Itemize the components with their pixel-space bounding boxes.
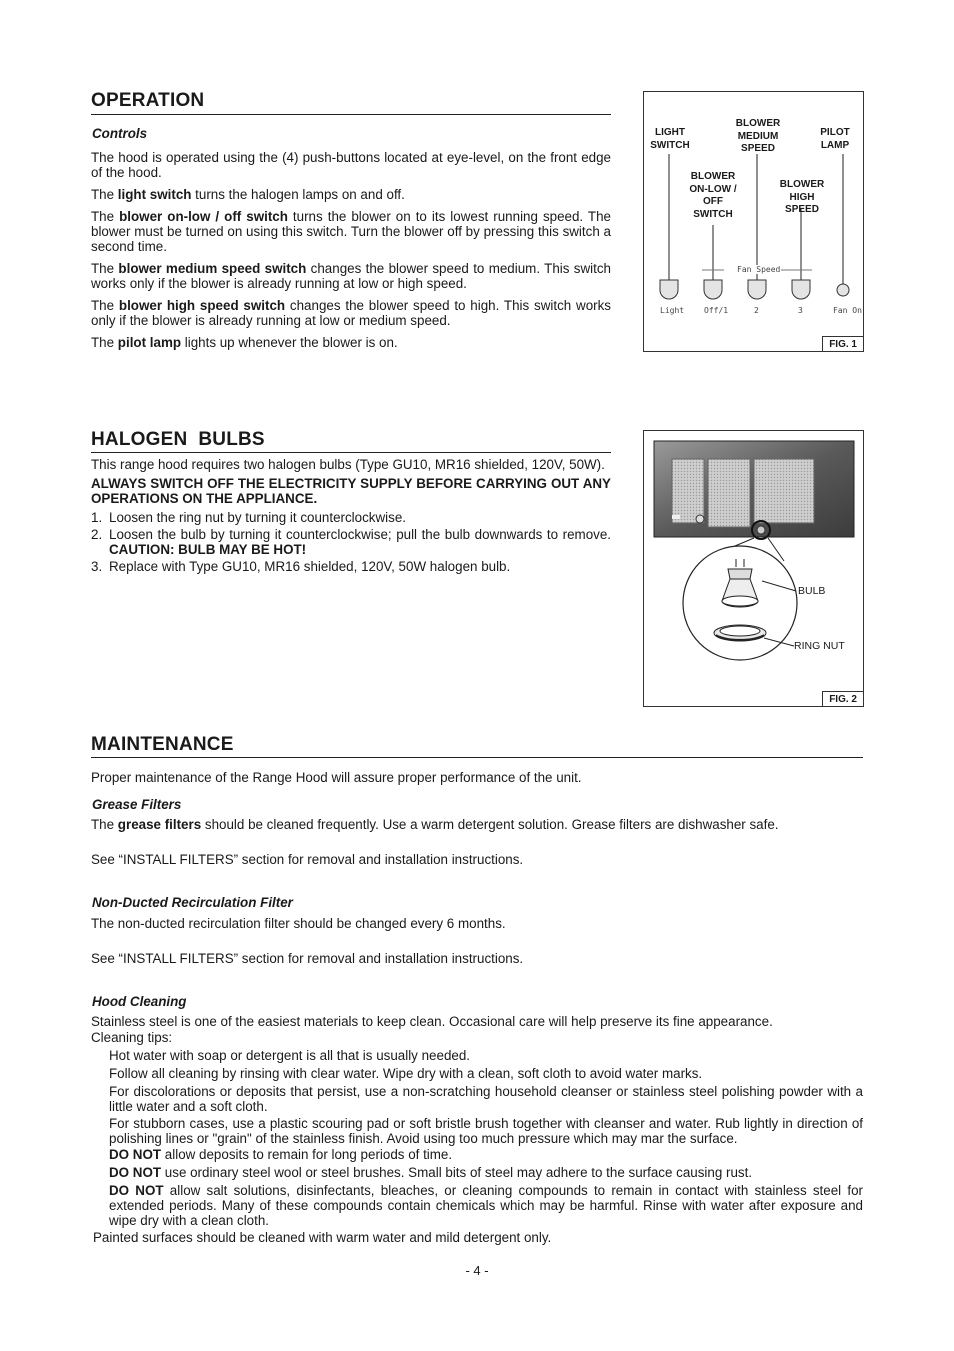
operation-p2: The light switch turns the halogen lamps on and off. bbox=[91, 187, 405, 202]
halogen-body bbox=[91, 457, 611, 574]
fig1-callout-blower-high: BLOWER HIGH SPEED bbox=[779, 179, 825, 215]
controls-heading: Controls bbox=[92, 126, 148, 141]
fig1-callout-pilot-lamp: PILOT LAMP bbox=[820, 127, 850, 151]
fig2-filter-3 bbox=[754, 459, 814, 523]
maintenance-rule bbox=[91, 757, 863, 758]
fig2-label: FIG. 2 bbox=[822, 691, 863, 706]
halogen-step-3: 3. Replace with Type GU10, MR16 shielded, 120V, 50W halogen bulb. bbox=[91, 559, 511, 574]
tip-6: DO NOT use ordinary steel wool or steel brushes. Small bits of steel may adhere to the surface causing rust. bbox=[109, 1165, 753, 1180]
fig1-label: FIG. 1 bbox=[822, 336, 863, 351]
operation-p5: The blower high speed switch changes the blower speed to high. This switch works only if the blower is already running at low or medium speed. bbox=[91, 298, 611, 328]
halogen-step-1: 1. Loosen the ring nut by turning it counterclockwise. bbox=[91, 510, 406, 525]
halogen-step-2: 2. Loosen the bulb by turning it counterclockwise; pull the bulb downwards to remove. CAUTION: BULB MAY BE HOT! bbox=[91, 527, 611, 557]
nonducted-see-install: See “INSTALL FILTERS” section for removal and installation instructions. bbox=[91, 951, 524, 966]
fig1-fan-speed-label: Fan Speed bbox=[737, 265, 781, 274]
hood-cleaning-heading: Hood Cleaning bbox=[92, 994, 187, 1009]
maintenance-intro: Proper maintenance of the Range Hood will assure proper performance of the unit. bbox=[91, 770, 582, 785]
operation-p4: The blower medium speed switch changes the blower speed to medium. This switch works only if the blower is already running at low or high speed. bbox=[91, 261, 611, 291]
fig2-bulb-diagram bbox=[643, 430, 864, 707]
fig1-light-button bbox=[660, 280, 678, 299]
fig1-light-label: Light bbox=[660, 306, 685, 315]
fig2-filter-2 bbox=[708, 459, 750, 527]
halogen-title: HALOGEN BULBS bbox=[91, 429, 265, 450]
maintenance-title: MAINTENANCE bbox=[91, 734, 234, 755]
operation-title: OPERATION bbox=[91, 90, 205, 111]
tip-2: Follow all cleaning by rinsing with clear water. Wipe dry with a clean, soft cloth to avoid water marks. bbox=[109, 1066, 703, 1081]
fig1-speed2-button bbox=[748, 280, 766, 299]
halogen-steps bbox=[91, 510, 611, 574]
tip-1: Hot water with soap or detergent is all that is usually needed. bbox=[109, 1048, 471, 1063]
fig1-callout-blower-medium: BLOWER MEDIUM SPEED bbox=[735, 118, 781, 154]
fig1-callout-light-switch: LIGHT SWITCH bbox=[650, 127, 690, 151]
fig2-lamp-left bbox=[696, 515, 704, 523]
hood-cleaning-paragraph: Stainless steel is one of the easiest materials to keep clean. Occasional care will help preserve its fine appearance. bbox=[91, 1014, 773, 1029]
tip-7: DO NOT allow salt solutions, disinfectants, bleaches, or cleaning compounds to remain in contact with stainless steel for extended periods. Many of these compounds contain chemicals which may be harmful. Rinse with water after exposure and wipe dry with a clean cloth. bbox=[109, 1183, 863, 1228]
fig1-callout-blower-onlow: BLOWER ON-LOW / OFF SWITCH bbox=[689, 171, 737, 220]
fig2-filter-1 bbox=[672, 459, 704, 523]
halogen-rule bbox=[91, 452, 611, 453]
grease-paragraph: The grease filters should be cleaned frequently. Use a warm detergent solution. Grease filters are dishwasher safe. bbox=[91, 817, 779, 832]
operation-p3: The blower on-low / off switch turns the blower on to its lowest running speed. The blower must be turned on using this switch. Turn the blower off by pressing this switch a second time. bbox=[91, 209, 611, 254]
fig1-speed3-button bbox=[792, 280, 810, 299]
fig1-off1-button bbox=[704, 280, 722, 299]
tip-4: For stubborn cases, use a plastic scouring pad or soft bristle brush together with cleanser and water. Rub lightly in direction of polishing lines or "grain" of the stainless finish. Avoid using too much pressure which may mar the surface. bbox=[109, 1116, 863, 1146]
grease-see-install: See “INSTALL FILTERS” section for removal and installation instructions. bbox=[91, 852, 524, 867]
operation-rule bbox=[91, 114, 611, 115]
halogen-warning: ALWAYS SWITCH OFF THE ELECTRICITY SUPPLY BEFORE CARRYING OUT ANY OPERATIONS ON THE APPLIANCE. bbox=[91, 476, 611, 506]
fig2-bulb-label: BULB bbox=[798, 585, 826, 597]
fig2-ring-nut bbox=[714, 625, 766, 641]
halogen-p1: This range hood requires two halogen bulbs (Type GU10, MR16 shielded, 120V, 50W). bbox=[91, 457, 605, 472]
fig1-off1-label: Off/1 bbox=[704, 306, 729, 315]
operation-p6: The pilot lamp lights up whenever the blower is on. bbox=[91, 335, 398, 350]
fig1-controls-diagram bbox=[643, 91, 864, 352]
fig2-ring-nut-label: RING NUT bbox=[794, 640, 845, 652]
fig1-fan-on-label: Fan On bbox=[833, 306, 862, 315]
grease-heading: Grease Filters bbox=[92, 797, 182, 812]
fig1-3-label: 3 bbox=[798, 306, 803, 315]
cleaning-tips-label: Cleaning tips: bbox=[91, 1030, 173, 1045]
operation-body bbox=[91, 150, 611, 350]
painted-surfaces-note: Painted surfaces should be cleaned with warm water and mild detergent only. bbox=[93, 1230, 552, 1245]
fig2-hood-illustration bbox=[644, 431, 863, 706]
nonducted-paragraph: The non-ducted recirculation filter should be changed every 6 months. bbox=[91, 916, 506, 931]
tip-3: For discolorations or deposits that persist, use a non-scratching household cleanser or stainless steel polishing powder with a little water and a soft cloth. bbox=[109, 1084, 863, 1114]
fig1-pilot-lamp bbox=[837, 284, 849, 296]
operation-p1: The hood is operated using the (4) push-buttons located at eye-level, on the front edge of the hood. bbox=[91, 150, 611, 180]
tip-5: DO NOT allow deposits to remain for long periods of time. bbox=[109, 1147, 453, 1162]
nonducted-heading: Non-Ducted Recirculation Filter bbox=[92, 895, 293, 910]
page-number: - 4 - bbox=[465, 1263, 489, 1278]
fig1-2-label: 2 bbox=[754, 306, 759, 315]
